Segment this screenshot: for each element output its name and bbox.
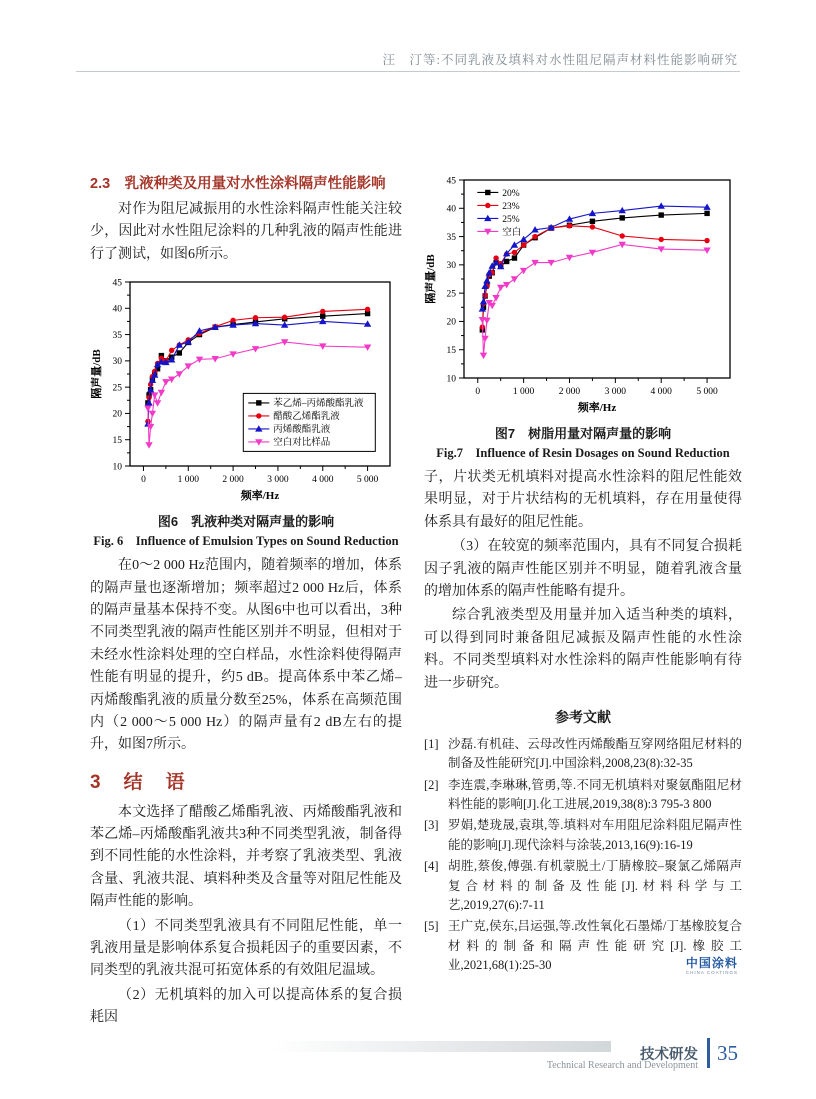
left-column [90, 172, 402, 1032]
svg-text:3 000: 3 000 [604, 387, 627, 397]
svg-text:25: 25 [112, 383, 122, 394]
running-header-title: 汪 汀等:不同乳液及填料对水性阻尼隔声材料性能影响研究 [382, 53, 738, 67]
svg-text:40: 40 [446, 204, 456, 215]
figure7-caption-en: Fig.7 Influence of Resin Dosages on Sound Reduction [436, 446, 730, 460]
header-divider [76, 71, 740, 72]
svg-text:15: 15 [112, 436, 122, 447]
reference-text: 沙磊.有机硅、云母改性丙烯酸酯互穿网络阻尼材料的制备及性能研究[J].中国涂料,2008,23(8):32-35 [448, 736, 742, 771]
section-3-item-3: （3）在较宽的频率范围内，具有不同复合损耗因子乳液的隔声性能区别并不明显，随着乳液含量的增加体系的隔声性能略有提升。 [424, 539, 742, 599]
svg-text:20%: 20% [502, 188, 520, 199]
svg-text:25%: 25% [502, 214, 520, 225]
svg-text:4 000: 4 000 [650, 387, 672, 397]
logo-name: 中国涂料 [685, 955, 738, 970]
reference-number: [4] [424, 859, 439, 874]
svg-text:35: 35 [112, 331, 122, 342]
reference-number: [3] [424, 818, 439, 833]
svg-text:30: 30 [446, 261, 456, 272]
svg-text:23%: 23% [502, 201, 520, 212]
page-number: 35 [717, 1040, 738, 1065]
reference-item [424, 735, 742, 774]
footer-divider-bar [707, 1038, 710, 1068]
svg-text:2 000: 2 000 [222, 475, 244, 486]
section-3-heading: 3 结 语 [90, 771, 187, 793]
section-2-3-paragraph: 对作为阻尼减振用的水性涂料隔声性能关注较少，因此对水性阻尼涂料的几种乳液的隔声性能进行了测试，如图6所示。 [90, 202, 402, 262]
footer-section-zh: 技术研发 [640, 1046, 698, 1063]
section-2-3-heading: 2.3 乳液种类及用量对水性涂料隔声性能影响 [90, 176, 386, 192]
svg-text:25: 25 [446, 289, 456, 300]
svg-text:30: 30 [112, 357, 122, 368]
svg-text:醋酸乙烯酯乳液: 醋酸乙烯酯乳液 [273, 412, 340, 423]
after-figure6-paragraph: 在0～2 000 Hz范围内，随着频率的增加，体系的隔声量也逐渐增加；频率超过2 000 Hz后，体系的隔声量基本保持不变。从图6中也可以看出，3种不同类型乳液的隔声性能区别并不明显，但相对于未经水性涂料处理的空白样品，水性涂料使得隔声性能有明显的提升，约5 dB。提高体系中苯乙烯–丙烯酸酯乳液的质量分数至25%，体系在高频范围内（2 000～5 000 Hz）的隔声量有2 dB左右的提升，如图7所示。 [90, 558, 402, 753]
reference-number: [2] [424, 777, 439, 792]
right-column [424, 172, 742, 977]
svg-text:15: 15 [446, 346, 456, 357]
figure6-caption-zh: 图6 乳液种类对隔声量的影响 [157, 514, 335, 530]
logo-subtitle: CHINA COATINGS [685, 969, 738, 975]
section-3-item-2-partial: （2）无机填料的加入可以提高体系的复合损耗因 [90, 987, 402, 1026]
reference-text: 王广克,侯东,吕运强,等.改性氧化石墨烯/丁基橡胶复合材料的制备和隔声性能研究[J].橡胶工业,2021,68(1):25-30 [448, 919, 742, 973]
footer-section-en: Technical Research and Development [546, 1060, 698, 1071]
svg-text:2 000: 2 000 [558, 387, 581, 397]
svg-text:隔声量/dB: 隔声量/dB [91, 349, 103, 399]
svg-text:1 000: 1 000 [512, 387, 535, 397]
reference-text: 胡胜,蔡俊,傅强.有机蒙脱土/丁腈橡胶–聚氯乙烯隔声复合材料的制备及性能[J].材料科学与工艺,2019,27(6):7-11 [448, 859, 742, 912]
svg-text:苯乙烯–丙烯酸酯乳液: 苯乙烯–丙烯酸酯乳液 [273, 399, 364, 410]
svg-text:5 000: 5 000 [356, 475, 379, 486]
svg-text:10: 10 [446, 374, 456, 385]
section-3-item-1: （1）不同类型乳液具有不同阻尼性能，单一乳液用量是影响体系复合损耗因子的重要因素，不同类型的乳液共混可拓宽体系的有效阻尼温域。 [90, 918, 402, 979]
reference-item [424, 857, 742, 915]
svg-text:频率/Hz: 频率/Hz [577, 402, 617, 414]
figure-7 [424, 172, 742, 461]
svg-text:40: 40 [112, 304, 122, 315]
figure-6 [90, 274, 402, 549]
china-coatings-logo [686, 957, 738, 976]
svg-text:20: 20 [446, 317, 456, 328]
svg-text:4 000: 4 000 [312, 475, 334, 486]
figure6-caption-en: Fig. 6 Influence of Emulsion Types on Sound Reduction [93, 534, 399, 549]
svg-text:空白对比样品: 空白对比样品 [273, 438, 331, 449]
page-footer [547, 1038, 738, 1071]
svg-text:隔声量/dB: 隔声量/dB [425, 254, 437, 304]
reference-item [424, 816, 742, 855]
svg-text:频率/Hz: 频率/Hz [240, 490, 280, 503]
svg-text:丙烯酸酯乳液: 丙烯酸酯乳液 [273, 425, 331, 436]
reference-text: 罗娟,楚珑晟,袁琪,等.填料对车用阻尼涂料阻尼隔声性能的影响[J].现代涂料与涂装,2013,16(9):16-19 [448, 818, 742, 852]
references-heading: 参考文献 [555, 708, 611, 725]
svg-text:0: 0 [141, 475, 146, 486]
svg-text:20: 20 [112, 409, 122, 420]
svg-text:0: 0 [475, 387, 481, 397]
svg-text:空白: 空白 [502, 227, 522, 238]
section-3-item-2-continuation: 子，片状类无机填料对提高水性涂料的阻尼性能效果明显，对于片状结构的无机填料，存在用量使得体系具有最好的阻尼性能。 [424, 470, 742, 530]
svg-text:35: 35 [446, 232, 456, 243]
section-3-closing-paragraph: 综合乳液类型及用量并加入适当种类的填料，可以得到同时兼备阻尼减振及隔声性能的水性涂料。不同类型填料对水性涂料的隔声性能影响有待进一步研究。 [424, 608, 742, 691]
svg-text:45: 45 [112, 278, 122, 289]
svg-text:1 000: 1 000 [177, 475, 199, 486]
svg-text:3 000: 3 000 [267, 475, 289, 486]
reference-number: [5] [424, 919, 439, 934]
reference-item [424, 776, 742, 815]
figure7-line-chart [424, 172, 740, 416]
figure7-caption-zh: 图7 树脂用量对隔声量的影响 [494, 426, 672, 441]
svg-text:10: 10 [112, 462, 122, 473]
section-3-paragraph-1: 本文选择了醋酸乙烯酯乳液、丙烯酸酯乳液和苯乙烯–丙烯酸酯乳液共3种不同类型乳液，制备得到不同性能的水性涂料，并考察了乳液类型、乳液含量、乳液共混、填料种类及含量等对阻尼性能及隔声性能的影响。 [90, 804, 402, 910]
reference-number: [1] [424, 736, 439, 751]
figure6-line-chart [90, 274, 400, 504]
reference-text: 李连震,李琳琳,管勇,等.不同无机填料对聚氨酯阻尼材料性能的影响[J].化工进展,2019,38(8):3 795-3 800 [448, 777, 742, 812]
references-list [424, 735, 742, 976]
svg-text:5 000: 5 000 [696, 387, 718, 397]
svg-text:45: 45 [446, 176, 456, 187]
